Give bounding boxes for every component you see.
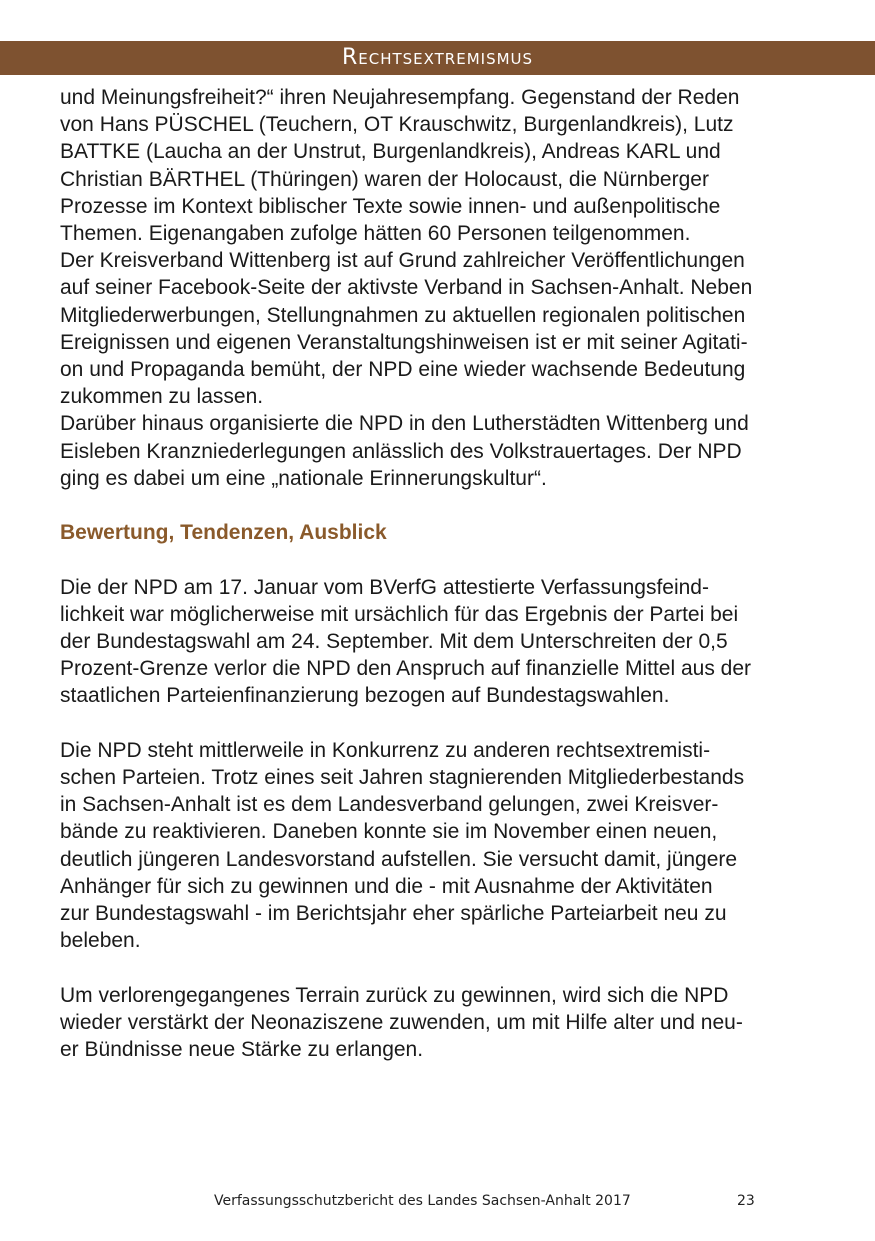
text-line: schen Parteien. Trotz eines seit Jahren stagnierenden Mitgliederbestands <box>60 766 745 790</box>
text-line: Um verlorengegangenes Terrain zurück zu gewinnen, wird sich die NPD <box>60 983 729 1007</box>
top-paragraphs <box>60 84 835 492</box>
text-line: Themen. Eigenangaben zufolge hätten 60 Personen teilgenommen. <box>60 222 691 246</box>
text-line: Eisleben Kranzniederlegungen anlässlich des Volkstrauertages. Der NPD <box>60 439 742 463</box>
text-line: und Meinungsfreiheit?“ ihren Neujahresempfang. Gegenstand der Reden <box>60 86 740 109</box>
text-line: Die der NPD am 17. Januar vom BVerfG attestierte Verfassungsfeind- <box>60 575 709 599</box>
spacer <box>60 492 835 519</box>
paragraph <box>60 574 835 710</box>
page-number: 23 <box>737 1193 755 1209</box>
paragraph <box>60 84 835 247</box>
text-line: Mitgliederwerbungen, Stellungnahmen zu aktuellen regionalen politischen <box>60 303 746 327</box>
text-line: Prozesse im Kontext biblischer Texte sowie innen- und außenpolitische <box>60 194 721 218</box>
text-line: deutlich jüngeren Landesvorstand aufstellen. Sie versucht damit, jüngere <box>60 847 738 871</box>
spacer <box>60 546 835 573</box>
paragraph <box>60 982 835 1064</box>
text-line: bände zu reaktivieren. Daneben konnte sie im November einen neuen, <box>60 820 718 844</box>
text-line: er Bündnisse neue Stärke zu erlangen. <box>60 1038 424 1062</box>
text-line: wieder verstärkt der Neonaziszene zuwenden, um mit Hilfe alter und neu- <box>60 1010 743 1034</box>
page-footer <box>0 1193 875 1217</box>
text-line: der Bundestagswahl am 24. September. Mit dem Unterschreiten der 0,5 <box>60 630 728 654</box>
text-line: Der Kreisverband Wittenberg ist auf Grund zahlreicher Veröffentlichungen <box>60 249 745 273</box>
paragraph <box>60 247 835 410</box>
text-line: Darüber hinaus organisierte die NPD in den Lutherstädten Wittenberg und <box>60 412 749 436</box>
section-heading: Bewertung, Tendenzen, Ausblick <box>60 521 387 545</box>
text-line: lichkeit war möglicherweise mit ursächlich für das Ergebnis der Partei bei <box>60 602 739 626</box>
paragraph <box>60 410 835 492</box>
bottom-paragraphs <box>60 574 835 1064</box>
footer-title: Verfassungsschutzbericht des Landes Sachsen-Anhalt 2017 <box>214 1193 631 1209</box>
paragraph <box>60 737 835 955</box>
text-line: Prozent-Grenze verlor die NPD den Anspruch auf finanzielle Mittel aus der <box>60 657 752 681</box>
text-line: staatlichen Parteienfinanzierung bezogen auf Bundestagswahlen. <box>60 684 670 708</box>
section-header-bar <box>0 41 875 75</box>
text-line: on und Propaganda bemüht, der NPD eine wieder wachsende Bedeutung <box>60 358 746 382</box>
text-line: Ereignissen und eigenen Veranstaltungshinweisen ist er mit seiner Agitati- <box>60 330 748 354</box>
page-content <box>60 84 835 1063</box>
paragraph-gap <box>60 710 835 737</box>
text-line: von Hans PÜSCHEL (Teuchern, OT Krauschwitz, Burgenlandkreis), Lutz <box>60 113 734 137</box>
text-line: Christian BÄRTHEL (Thüringen) waren der Holocaust, die Nürnberger <box>60 167 709 191</box>
section-header-title: Rechtsextremismus <box>341 45 534 70</box>
text-line: beleben. <box>60 929 141 953</box>
text-line: auf seiner Facebook-Seite der aktivste Verband in Sachsen-Anhalt. Neben <box>60 276 753 300</box>
text-line: zur Bundestagswahl - im Berichtsjahr eher spärliche Parteiarbeit neu zu <box>60 902 727 926</box>
text-line: ging es dabei um eine „nationale Erinnerungskultur“. <box>60 466 547 490</box>
text-line: Die NPD steht mittlerweile in Konkurrenz zu anderen rechtsextremisti- <box>60 738 711 762</box>
text-line: Anhänger für sich zu gewinnen und die - mit Ausnahme der Aktivitäten <box>60 874 713 898</box>
text-line: in Sachsen-Anhalt ist es dem Landesverband gelungen, zwei Kreisver- <box>60 793 719 817</box>
paragraph-gap <box>60 954 835 981</box>
text-line: BATTKE (Laucha an der Unstrut, Burgenlandkreis), Andreas KARL und <box>60 140 721 164</box>
text-line: zukommen zu lassen. <box>60 385 264 409</box>
